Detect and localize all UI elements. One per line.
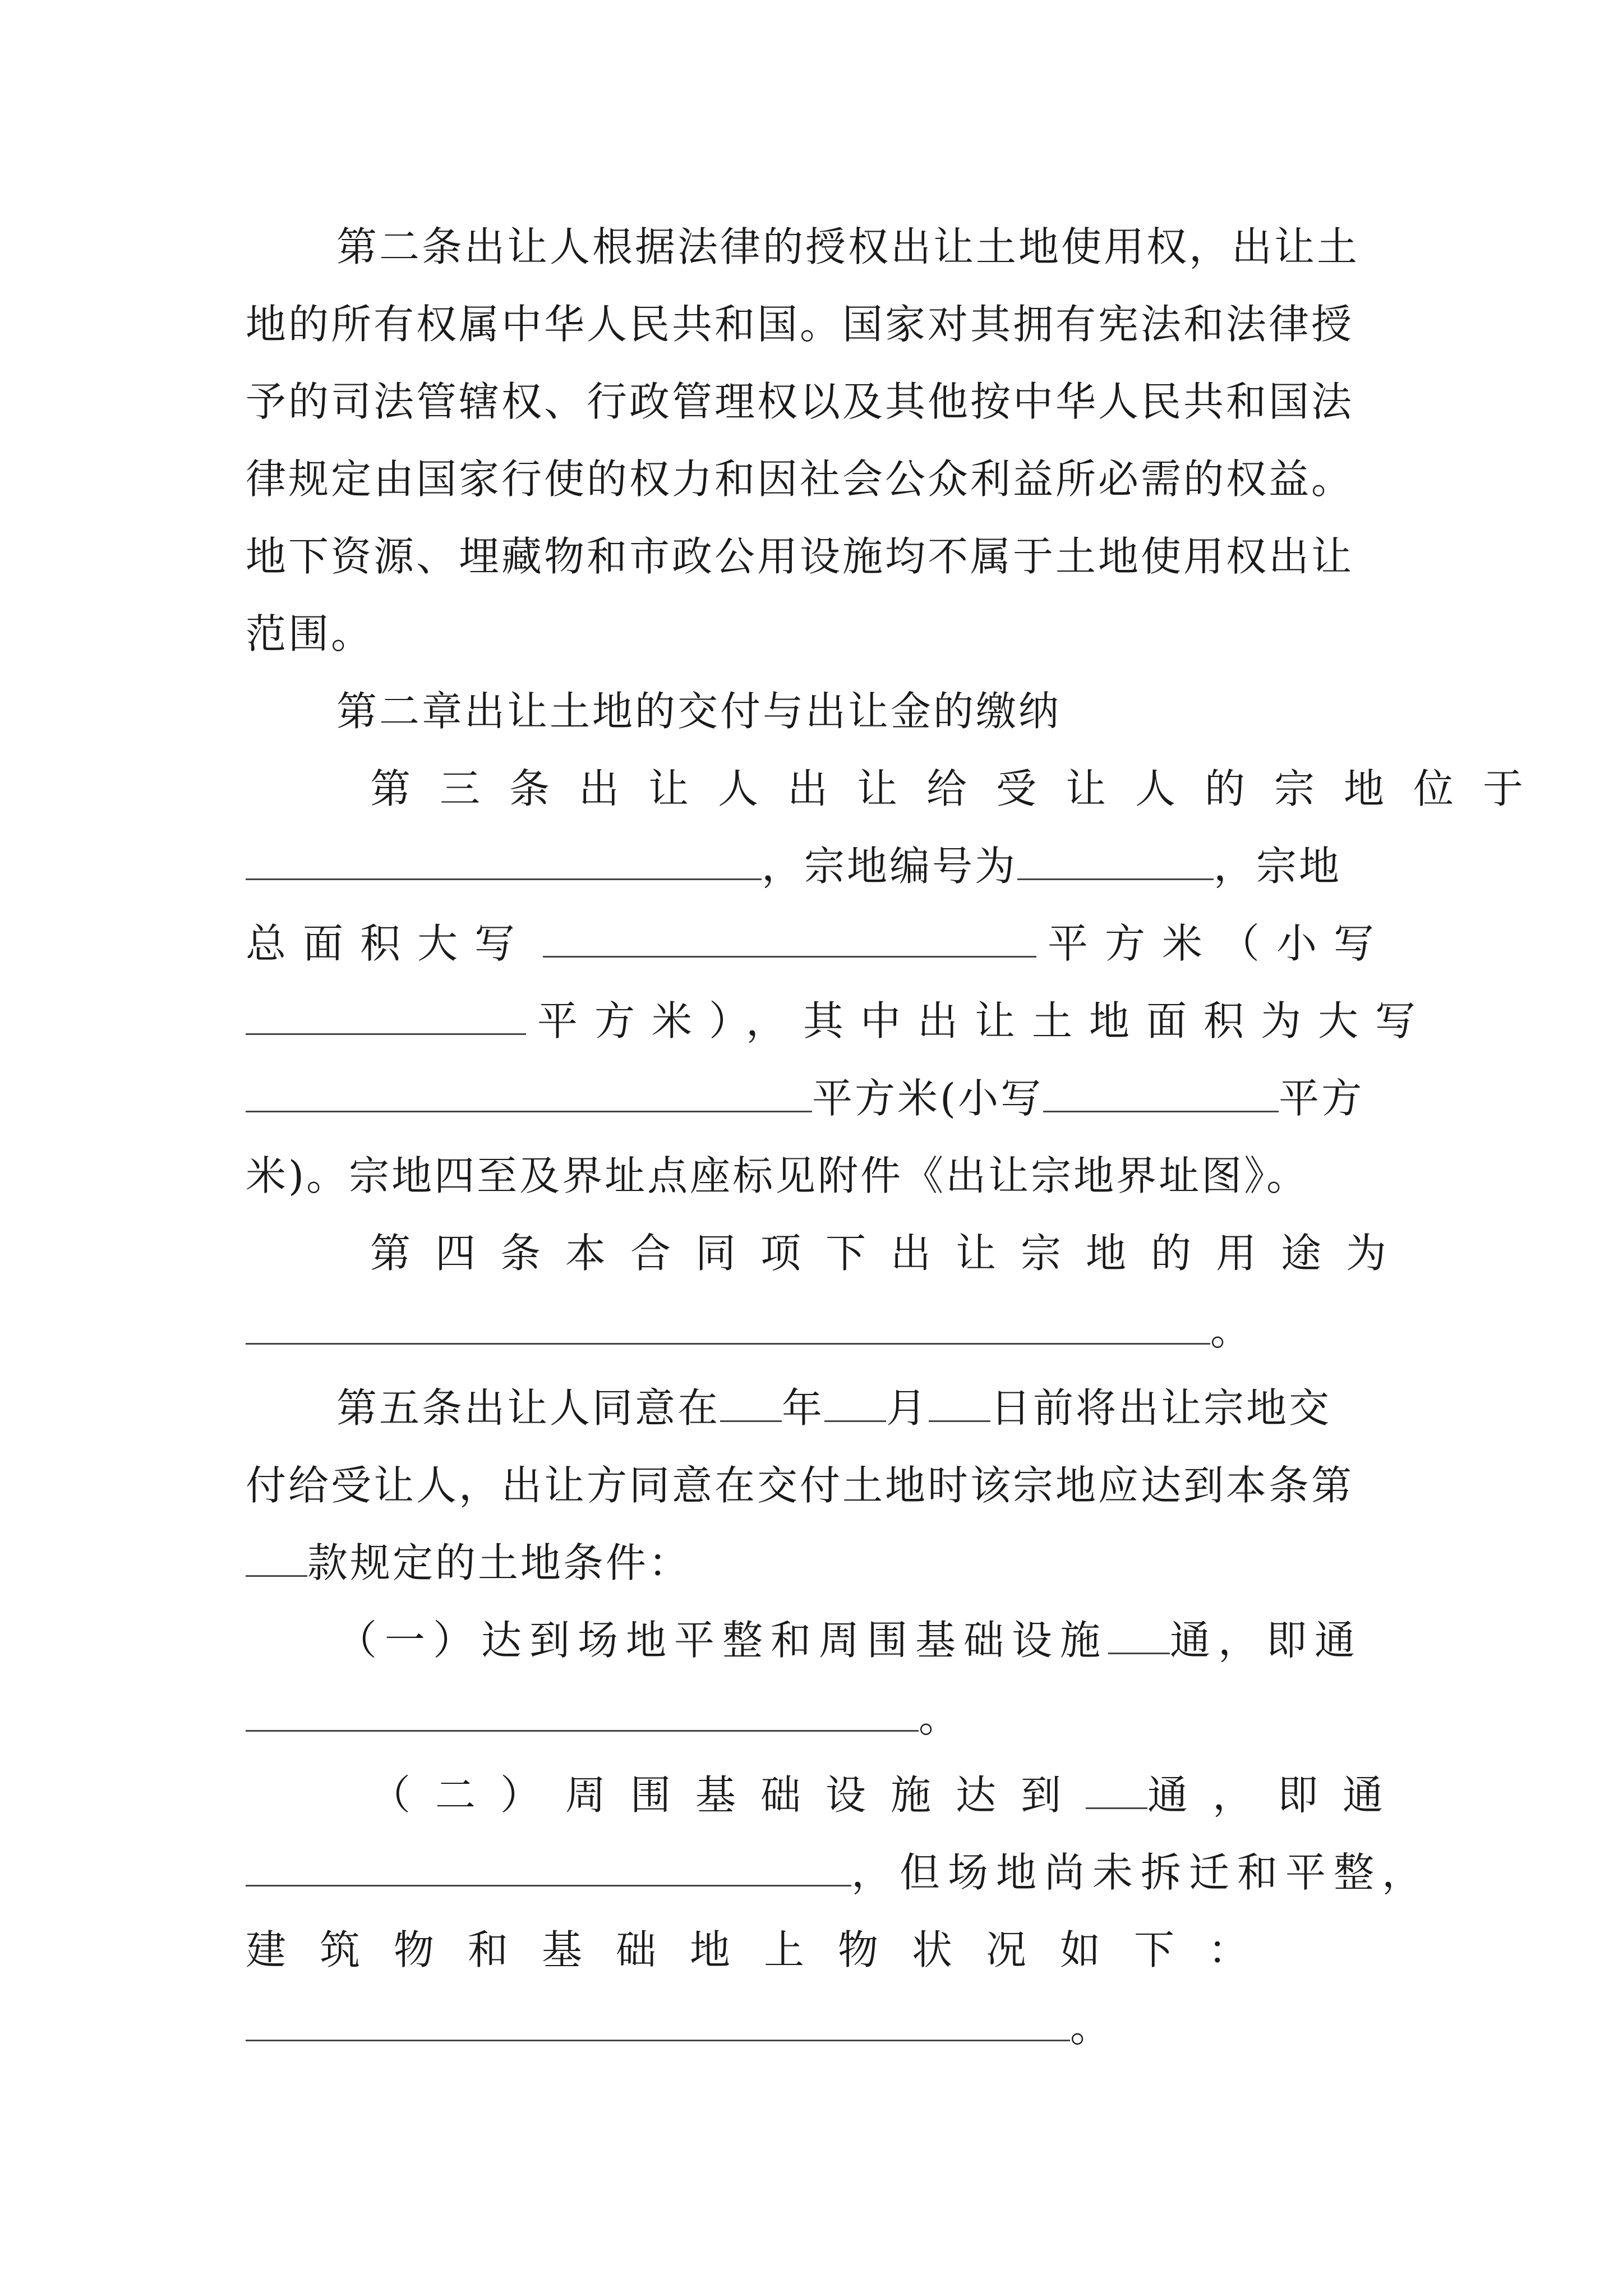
- para-line: [246, 1535, 1390, 1591]
- text-segment: 。: [1210, 1307, 1253, 1354]
- text-line: 律规定由国家行使的权力和因社会公众利益所必需的权益。: [246, 455, 1354, 503]
- para-line: [246, 451, 1390, 507]
- total-area-words-blank[interactable]: [543, 917, 1036, 958]
- text-segment: 通，即通: [1170, 1617, 1363, 1664]
- para-line: [336, 1612, 1390, 1668]
- text-line: 地的所有权属中华人民共和国。国家对其拥有宪法和法律授: [246, 301, 1354, 348]
- para-line: [246, 1303, 1390, 1359]
- text-segment: （一）达到场地平整和周围基础设施: [336, 1617, 1109, 1664]
- para-line: [246, 1148, 1390, 1204]
- para-line: [370, 761, 1553, 817]
- text-segment: 总面积大写: [246, 920, 532, 967]
- text-segment: ，但场地尚未拆迁和平整，: [851, 1849, 1431, 1896]
- text-line: 第三条出让人出让给受让人的宗地位于: [370, 765, 1553, 812]
- text-line: 建筑物和基础地上物状况如下：: [246, 1926, 1283, 1973]
- para-line: [370, 1225, 1412, 1281]
- text-segment: 平方米(小写: [812, 1075, 1044, 1122]
- text-segment: ，宗地: [1214, 843, 1342, 890]
- granted-area-words-blank[interactable]: [246, 1071, 812, 1112]
- day-blank[interactable]: [929, 1381, 990, 1422]
- month-blank[interactable]: [824, 1381, 886, 1422]
- land-use-blank[interactable]: [246, 1304, 1210, 1345]
- para-line: [246, 1070, 1390, 1126]
- text-segment: ，宗地编号为: [762, 843, 1018, 890]
- granted-area-figures-blank[interactable]: [1043, 1071, 1279, 1112]
- text-segment: 日前将出让宗地交: [990, 1384, 1332, 1432]
- para-line: [246, 1922, 1390, 1978]
- chapter-heading: [336, 683, 1481, 739]
- text-segment: （二）周围基础设施达到: [370, 1772, 1086, 1819]
- text-segment: 通，即通: [1147, 1772, 1408, 1819]
- para-line: [246, 838, 1390, 894]
- text-line: 予的司法管辖权、行政管理权以及其他按中华人民共和国法: [246, 378, 1354, 425]
- para-line: [246, 296, 1390, 352]
- para-line: [370, 1767, 1408, 1823]
- para-line: [246, 606, 1390, 662]
- utilities-count-blank-1[interactable]: [1108, 1613, 1170, 1654]
- text-segment: 平方: [1279, 1075, 1364, 1122]
- text-line: 付给受让人，出让方同意在交付土地时该宗地应达到本条第: [246, 1462, 1354, 1509]
- para-line: [246, 1844, 1431, 1901]
- text-segment: 月: [886, 1384, 929, 1432]
- utilities-list-blank-2[interactable]: [246, 1846, 851, 1887]
- para-line: [336, 219, 1390, 275]
- para-line: [246, 993, 1433, 1049]
- structures-description-blank[interactable]: [246, 2000, 1070, 2041]
- para-line: [246, 528, 1390, 585]
- para-line: [246, 915, 1390, 972]
- para-line: [246, 374, 1390, 430]
- utilities-list-blank-1[interactable]: [246, 1691, 919, 1732]
- text-line: 米)。宗地四至及界址点座标见附件《出让宗地界址图》。: [246, 1152, 1310, 1199]
- text-line: 第二条出让人根据法律的授权出让土地使用权，出让土: [336, 223, 1360, 270]
- para-line: [336, 1380, 1481, 1436]
- text-segment: 平方米），其中出让土地面积为大写: [537, 997, 1433, 1045]
- text-line: 第四条本合同项下出让宗地的用途为: [370, 1230, 1412, 1277]
- text-segment: 。: [1070, 2004, 1113, 2051]
- para-line: [246, 1690, 1390, 1746]
- para-line: [246, 1457, 1390, 1513]
- year-blank[interactable]: [720, 1381, 782, 1422]
- text-line: 范围。: [246, 610, 374, 657]
- text-line: 第二章出让土地的交付与出让金的缴纳: [336, 688, 1062, 735]
- text-segment: 款规定的土地条件：: [307, 1539, 691, 1586]
- text-segment: 年: [782, 1384, 825, 1432]
- utilities-count-blank-2[interactable]: [1086, 1768, 1147, 1809]
- text-line: 地下资源、埋藏物和市政公用设施均不属于土地使用权出让: [246, 533, 1354, 580]
- clause-number-blank[interactable]: [246, 1536, 307, 1577]
- text-segment: 第五条出让人同意在: [336, 1384, 721, 1432]
- para-line: [246, 1999, 1390, 2055]
- parcel-number-blank[interactable]: [1017, 839, 1214, 880]
- text-segment: 。: [919, 1694, 962, 1741]
- total-area-figures-blank[interactable]: [246, 994, 526, 1035]
- location-blank[interactable]: [246, 839, 762, 880]
- text-segment: 平方米（小写: [1048, 920, 1391, 967]
